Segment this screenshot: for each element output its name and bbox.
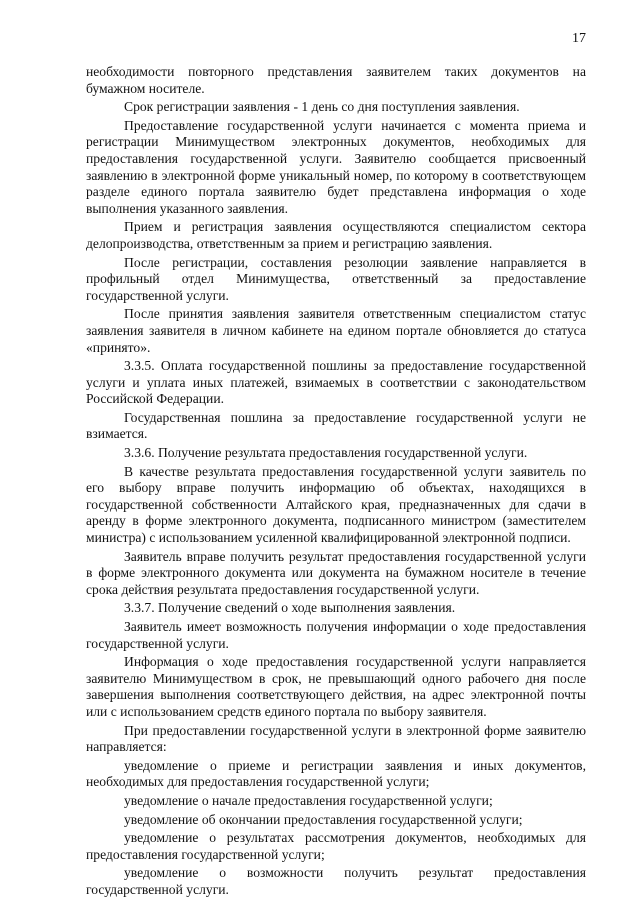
paragraph: Прием и регистрация заявления осуществляются специалистом сектора делопроизводства, ответственным за прием и регистрацию заявления. xyxy=(86,219,586,251)
paragraph: В качестве результата предоставления государственной услуги заявитель по его выбору вправе получить информацию об объектах, находящихся в государственной собственности Алтайского края, предназначенных для сдачи в аренду в форме электронного документа, подписанного министром (заместителем министра) с использованием усиленной квалифицированной электронной подписи. xyxy=(86,463,586,546)
list-item: уведомление о возможности получить результат предоставления государственной услуги. xyxy=(86,865,586,897)
paragraph: Информация о ходе предоставления государственной услуги направляется заявителю Минимуществом в срок, не превышающий одного рабочего дня после завершения выполнения соответствующего действия, на адрес электронной почты или с использованием средств единого портала по выбору заявителя. xyxy=(86,654,586,719)
document-body xyxy=(86,64,586,901)
section-heading-3-3-7: 3.3.7. Получение сведений о ходе выполнения заявления. xyxy=(124,600,456,616)
paragraph: После регистрации, составления резолюции заявление направляется в профильный отдел Минимущества, ответственный за предоставление государственной услуги. xyxy=(86,254,586,303)
paragraph-continuation: необходимости повторного представления заявителем таких документов на бумажном носителе. xyxy=(86,64,586,96)
paragraph: При предоставлении государственной услуги в электронной форме заявителю направляется: xyxy=(86,722,586,755)
section-heading-3-3-5: 3.3.5. Оплата государственной пошлины за предоставление государственной услуги и уплата иных платежей, взимаемых в соответствии с законодательством Российской Федерации. xyxy=(86,358,586,407)
list-item: уведомление о начале предоставления государственной услуги; xyxy=(124,792,493,808)
paragraph: Срок регистрации заявления - 1 день со дня поступления заявления. xyxy=(124,99,520,115)
list-item: уведомление о результатах рассмотрения документов, необходимых для предоставления государственной услуги; xyxy=(86,830,586,862)
list-item: уведомление о приеме и регистрации заявления и иных документов, необходимых для предоставления государственной услуги; xyxy=(86,757,586,790)
paragraph: Предоставление государственной услуги начинается с момента приема и регистрации Минимуществом электронных документов, необходимых для предоставления государственной услуги. Заявителю сообщается присвоенный заявлению в электронной форме уникальный номер, по которому в соответствующем разделе единого портала заявителю будет представлена информация о ходе выполнения указанного заявления. xyxy=(86,117,586,216)
paragraph: После принятия заявления заявителя ответственным специалистом статус заявления заявителя в личном кабинете на едином портале обновляется до статуса «принято». xyxy=(86,306,586,355)
paragraph: Заявитель имеет возможность получения информации о ходе предоставления государственной услуги. xyxy=(86,619,586,651)
section-heading-3-3-6: 3.3.6. Получение результата предоставления государственной услуги. xyxy=(124,445,528,461)
page-number: 17 xyxy=(572,31,586,46)
list-item: уведомление об окончании предоставления государственной услуги; xyxy=(124,811,523,827)
paragraph: Заявитель вправе получить результат предоставления государственной услуги в форме электронного документа или документа на бумажном носителе в течение срока действия результата предоставления государственной услуги. xyxy=(86,548,586,597)
paragraph: Государственная пошлина за предоставление государственной услуги не взимается. xyxy=(86,409,586,442)
